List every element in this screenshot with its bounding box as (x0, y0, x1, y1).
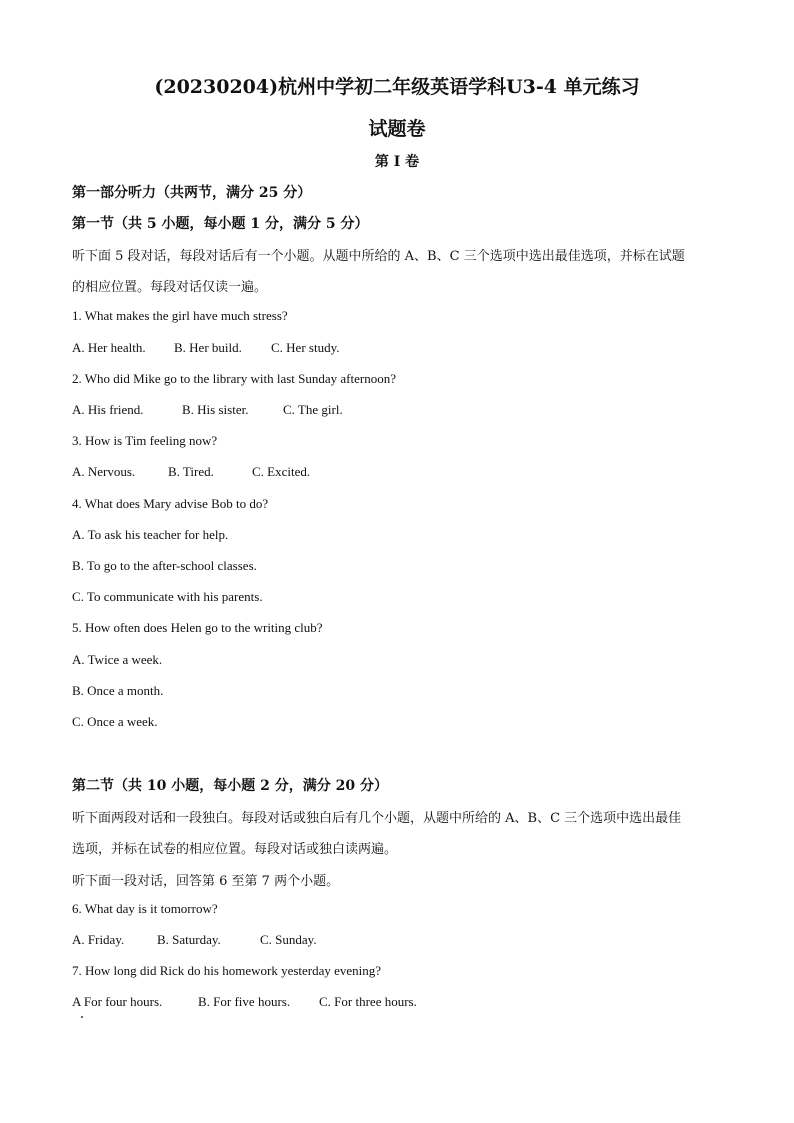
question-2-options (72, 402, 343, 418)
section1-instruction-line2: 的相应位置。每段对话仅读一遍。 (72, 280, 268, 295)
question-4-option-a[interactable]: A. To ask his teacher for help. (72, 527, 229, 542)
option-b[interactable]: B. Saturday. (157, 932, 221, 947)
section2-instruction-line2: 选项，并标在试卷的相应位置。每段对话或独白读两遍。 (72, 842, 398, 857)
option-c[interactable]: C. The girl. (283, 402, 343, 417)
question-6: 6. What day is it tomorrow? (72, 901, 218, 916)
option-a[interactable]: A For four hours. (72, 994, 163, 1009)
question-1: 1. What makes the girl have much stress? (72, 308, 288, 323)
option-a[interactable]: A. Friday. (72, 932, 125, 947)
option-c[interactable]: C. Sunday. (260, 932, 317, 947)
option-b[interactable]: B. Tired. (168, 464, 214, 479)
question-4: 4. What does Mary advise Bob to do? (72, 496, 269, 511)
stray-mark (81, 1016, 83, 1018)
question-5: 5. How often does Helen go to the writing club? (72, 620, 323, 635)
volume-label: 第 I 卷 (374, 154, 420, 170)
option-b[interactable]: B. For five hours. (198, 994, 291, 1009)
question-5-option-b[interactable]: B. Once a month. (72, 683, 164, 698)
question-5-option-a[interactable]: A. Twice a week. (72, 652, 163, 667)
question-7-options (72, 994, 417, 1010)
option-c[interactable]: C. Excited. (252, 464, 311, 479)
option-c[interactable]: C. For three hours. (319, 994, 417, 1009)
section2-heading: 第二节（共 10 小题，每小题 2 分，满分 20 分） (72, 778, 388, 794)
question-4-option-c[interactable]: C. To communicate with his parents. (72, 589, 263, 604)
question-5-option-c[interactable]: C. Once a week. (72, 714, 158, 729)
option-b[interactable]: B. His sister. (182, 402, 249, 417)
question-1-options (72, 340, 340, 356)
question-3: 3. How is Tim feeling now? (72, 433, 218, 448)
option-a[interactable]: A. Nervous. (72, 464, 136, 479)
question-4-option-b[interactable]: B. To go to the after-school classes. (72, 558, 257, 573)
question-7: 7. How long did Rick do his homework yesterday evening? (72, 963, 382, 978)
option-c[interactable]: C. Her study. (271, 340, 340, 355)
section2-instruction-line1: 听下面两段对话和一段独白。每段对话或独白后有几个小题，从题中所给的 A、B、C 三个选项中选出最佳 (72, 811, 682, 826)
option-a[interactable]: A. Her health. (72, 340, 146, 355)
page-title: (20230204)杭州中学初二年级英语学科U3-4 单元练习 (154, 76, 640, 98)
section1-instruction-line1: 听下面 5 段对话，每段对话后有一个小题。从题中所给的 A、B、C 三个选项中选出最佳选项，并标在试题 (72, 249, 685, 264)
question-6-options (72, 932, 317, 948)
question-2: 2. Who did Mike go to the library with last Sunday afternoon? (72, 371, 396, 386)
option-b[interactable]: B. Her build. (174, 340, 242, 355)
option-a[interactable]: A. His friend. (72, 402, 144, 417)
page-subtitle: 试题卷 (368, 118, 426, 140)
part1-heading: 第一部分听力（共两节，满分 25 分） (72, 185, 312, 201)
section2-sub-instruction: 听下面一段对话，回答第 6 至第 7 两个小题。 (72, 874, 340, 889)
question-3-options (72, 464, 310, 480)
section1-heading: 第一节（共 5 小题，每小题 1 分，满分 5 分） (72, 216, 369, 232)
